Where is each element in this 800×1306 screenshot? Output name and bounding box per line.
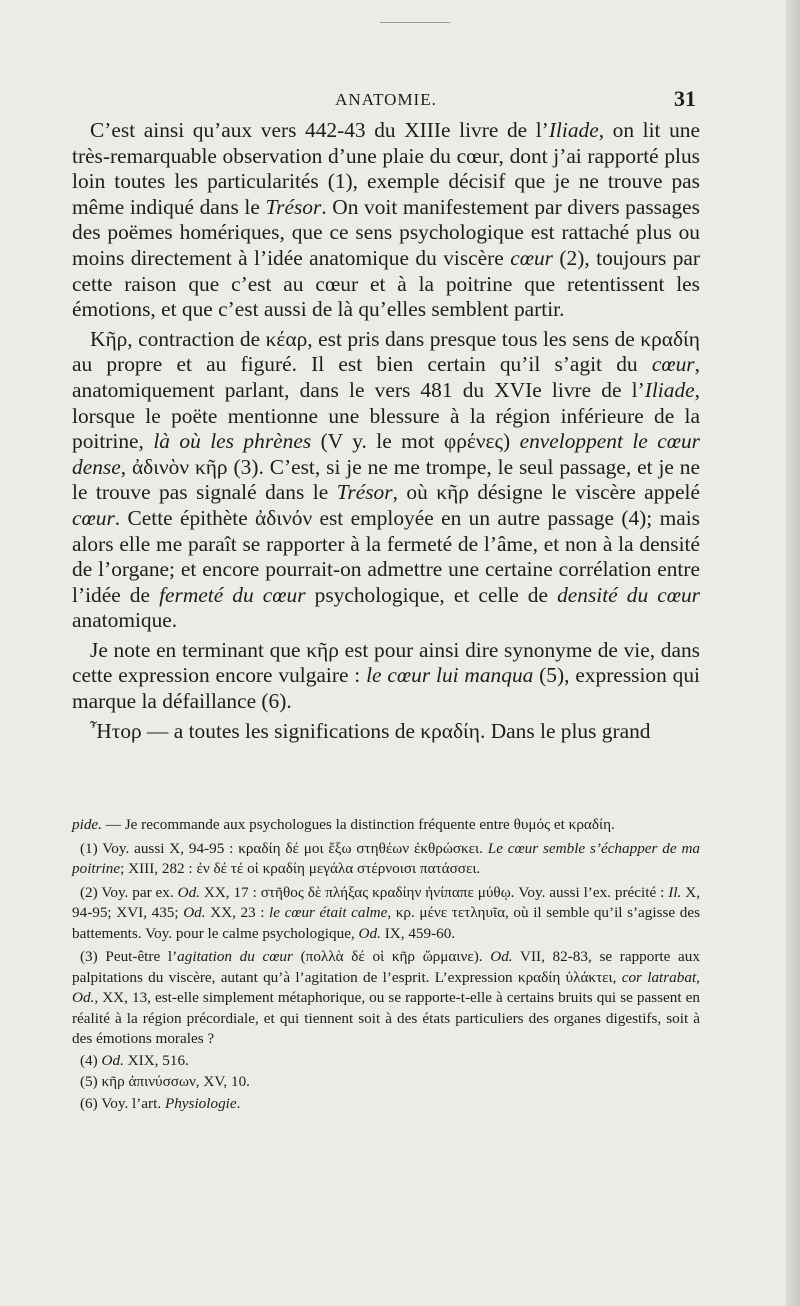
- paragraph-1: [72, 118, 700, 323]
- text-run: , κρ. μένε τετληυῖα, où il semble qu’il s’agisse des battements. Voy. pour le calme psychologique,: [72, 904, 701, 942]
- italic-run: Trésor: [336, 480, 393, 505]
- italic-run: là où les phrènes: [153, 429, 312, 454]
- text-run: (3) Peut-être l’: [80, 948, 178, 965]
- text-run: ; XIII, 282 : ἐν δέ τέ οἱ κραδίη μεγάλα στέρνοισι πατάσσει.: [120, 860, 481, 877]
- text-run: , ἀδινὸν κῆρ (3). C’est, si je ne me trompe, le seul passage, et je ne le trouve pas signalé dans le: [72, 454, 700, 505]
- italic-run: cor latrabat, Od.: [72, 968, 700, 1006]
- italic-run: cœur: [651, 352, 695, 377]
- italic-run: Iliade: [548, 118, 599, 142]
- italic-run: Il.: [668, 883, 682, 901]
- footnote-6: [72, 1094, 700, 1115]
- italic-run: Iliade: [644, 377, 695, 402]
- text-run: (2) Voy. par ex.: [80, 883, 178, 901]
- italic-run: Trésor: [265, 194, 322, 219]
- paragraph-3: [72, 638, 700, 715]
- text-run: (V y. le mot φρένες): [311, 429, 520, 454]
- italic-run: Od.: [177, 883, 200, 901]
- text-run: (2), toujours par cette raison que c’est au cœur et à la poitrine que retentissent les émotions, et que c’est aussi de là qu’elles semblent partir.: [72, 245, 701, 322]
- text-run: psychologique, et celle de: [305, 582, 558, 607]
- text-run: VII, 82-83, se rapporte aux palpitations du viscère, autant qu’à l’agitation de l’esprit. L’expression κραδίη ὑλάκτει,: [72, 948, 700, 986]
- italic-run: cœur: [510, 245, 553, 270]
- italic-run: enveloppent le cœur dense: [72, 429, 701, 479]
- footnote-continuation: [72, 815, 700, 836]
- text-run: (5) κῆρ ἀπινύσσων, XV, 10.: [80, 1073, 250, 1090]
- text-run: , lorsque le poëte mentionne une blessure à la région inférieure de la poitrine,: [72, 377, 700, 454]
- italic-run: fermeté du cœur: [159, 582, 306, 607]
- footnotes: [72, 815, 700, 1114]
- text-run: XX, 17 : στῆθος δὲ πλήξας κραδίην ἠνίπαπε μύθῳ. Voy. aussi l’ex. précité :: [199, 883, 669, 901]
- paragraph-2: [72, 327, 700, 634]
- text-run: — Je recommande aux psychologues la distinction fréquente entre θυμός et κραδίη.: [101, 816, 615, 833]
- text-run: X, 94-95; XVI, 435;: [72, 883, 701, 921]
- text-run: XX, 23 :: [205, 904, 270, 921]
- text-run: .: [236, 1094, 241, 1112]
- italic-run: densité du cœur: [557, 582, 701, 607]
- chapter-title: ANATOMIE.: [335, 90, 437, 109]
- footnote-4: [72, 1051, 700, 1072]
- footnote-2: [72, 883, 700, 945]
- text-run: , où κῆρ désigne le viscère appelé: [392, 480, 700, 505]
- italic-run: le cœur était calme: [269, 904, 388, 921]
- text-run: (πολλὰ δέ οἱ κῆρ ὥρμαινε).: [292, 948, 491, 965]
- text-run: (4): [80, 1051, 102, 1069]
- italic-run: cœur: [72, 505, 115, 530]
- text-run: anatomique.: [72, 608, 178, 633]
- text-run: , on lit une très-remarquable observation d’une plaie du cœur, dont j’ai rapporté plus loin toutes les particularités (1), exemple décisif que je ne trouve pas même indiqué dans le: [72, 118, 700, 219]
- italic-run: le cœur lui manqua: [366, 663, 534, 688]
- text-run: Je note en terminant que κῆρ est pour ainsi dire synonyme de vie, dans cette expression encore vulgaire :: [72, 637, 700, 688]
- text-run: . Cette épithète ἀδινόν est employée en un autre passage (4); mais alors elle me paraît se rapporter à la fermeté de l’âme, et non à la densité de l’organe; et encore pourrait-on admettre une certaine corrélation entre l’idée de: [72, 505, 700, 607]
- page-edge: [786, 0, 800, 1306]
- paragraph-4: [72, 719, 700, 745]
- text-run: (6) Voy. l’art.: [80, 1094, 165, 1112]
- text-run: Ἦτορ — a toutes les significations de κραδίη. Dans le plus grand: [90, 718, 651, 743]
- body-text: [72, 118, 700, 744]
- text-run: (5), expression qui marque la défaillance (6).: [72, 663, 700, 714]
- text-run: IX, 459-60.: [380, 924, 456, 942]
- text-run: (1) Voy. aussi X, 94-95 : κραδίη δέ μοι ἔξω στηθέων ἐκθρώσκει.: [80, 839, 488, 857]
- text-run: , XX, 13, est-elle simplement métaphorique, ou se rapporte-t-elle à certains bruits qui se passent en réalité à la région précordiale, et qui tiennent soit à des états particuliers des organes digestifs, soit à des émotions morales ?: [72, 989, 700, 1047]
- italic-run: Od.: [358, 924, 381, 942]
- italic-run: Physiologie: [164, 1094, 237, 1112]
- footnote-5: [72, 1072, 700, 1093]
- running-head: [72, 86, 700, 114]
- italic-run: Od.: [101, 1051, 124, 1069]
- page-number: 31: [674, 86, 696, 111]
- text-run: . On voit manifestement par divers passages des poëmes homériques, que ce sens psychologique est rattaché plus ou moins directement à l’idée anatomique du viscère: [72, 194, 700, 270]
- footnote-3: [72, 947, 700, 1050]
- italic-run: Od.: [490, 948, 513, 965]
- text-run: C’est ainsi qu’aux vers 442-43 du XIIIe livre de l’: [90, 118, 549, 142]
- italic-run: agitation du cœur: [177, 948, 293, 965]
- text-run: , anatomiquement parlant, dans le vers 481 du XVIe livre de l’: [72, 352, 700, 402]
- text-run: XIX, 516.: [123, 1051, 189, 1069]
- text-run: Κῆρ, contraction de κέαρ, est pris dans presque tous les sens de κραδίη au propre et au figuré. Il est bien certain qu’il s’agit du: [72, 326, 700, 377]
- italic-run: Od.: [183, 904, 206, 921]
- italic-run: pide.: [72, 816, 102, 833]
- footnote-1: [72, 839, 700, 880]
- top-fold-shadow: [380, 0, 450, 23]
- italic-run: Le cœur semble s’échapper de ma poitrine: [72, 839, 701, 877]
